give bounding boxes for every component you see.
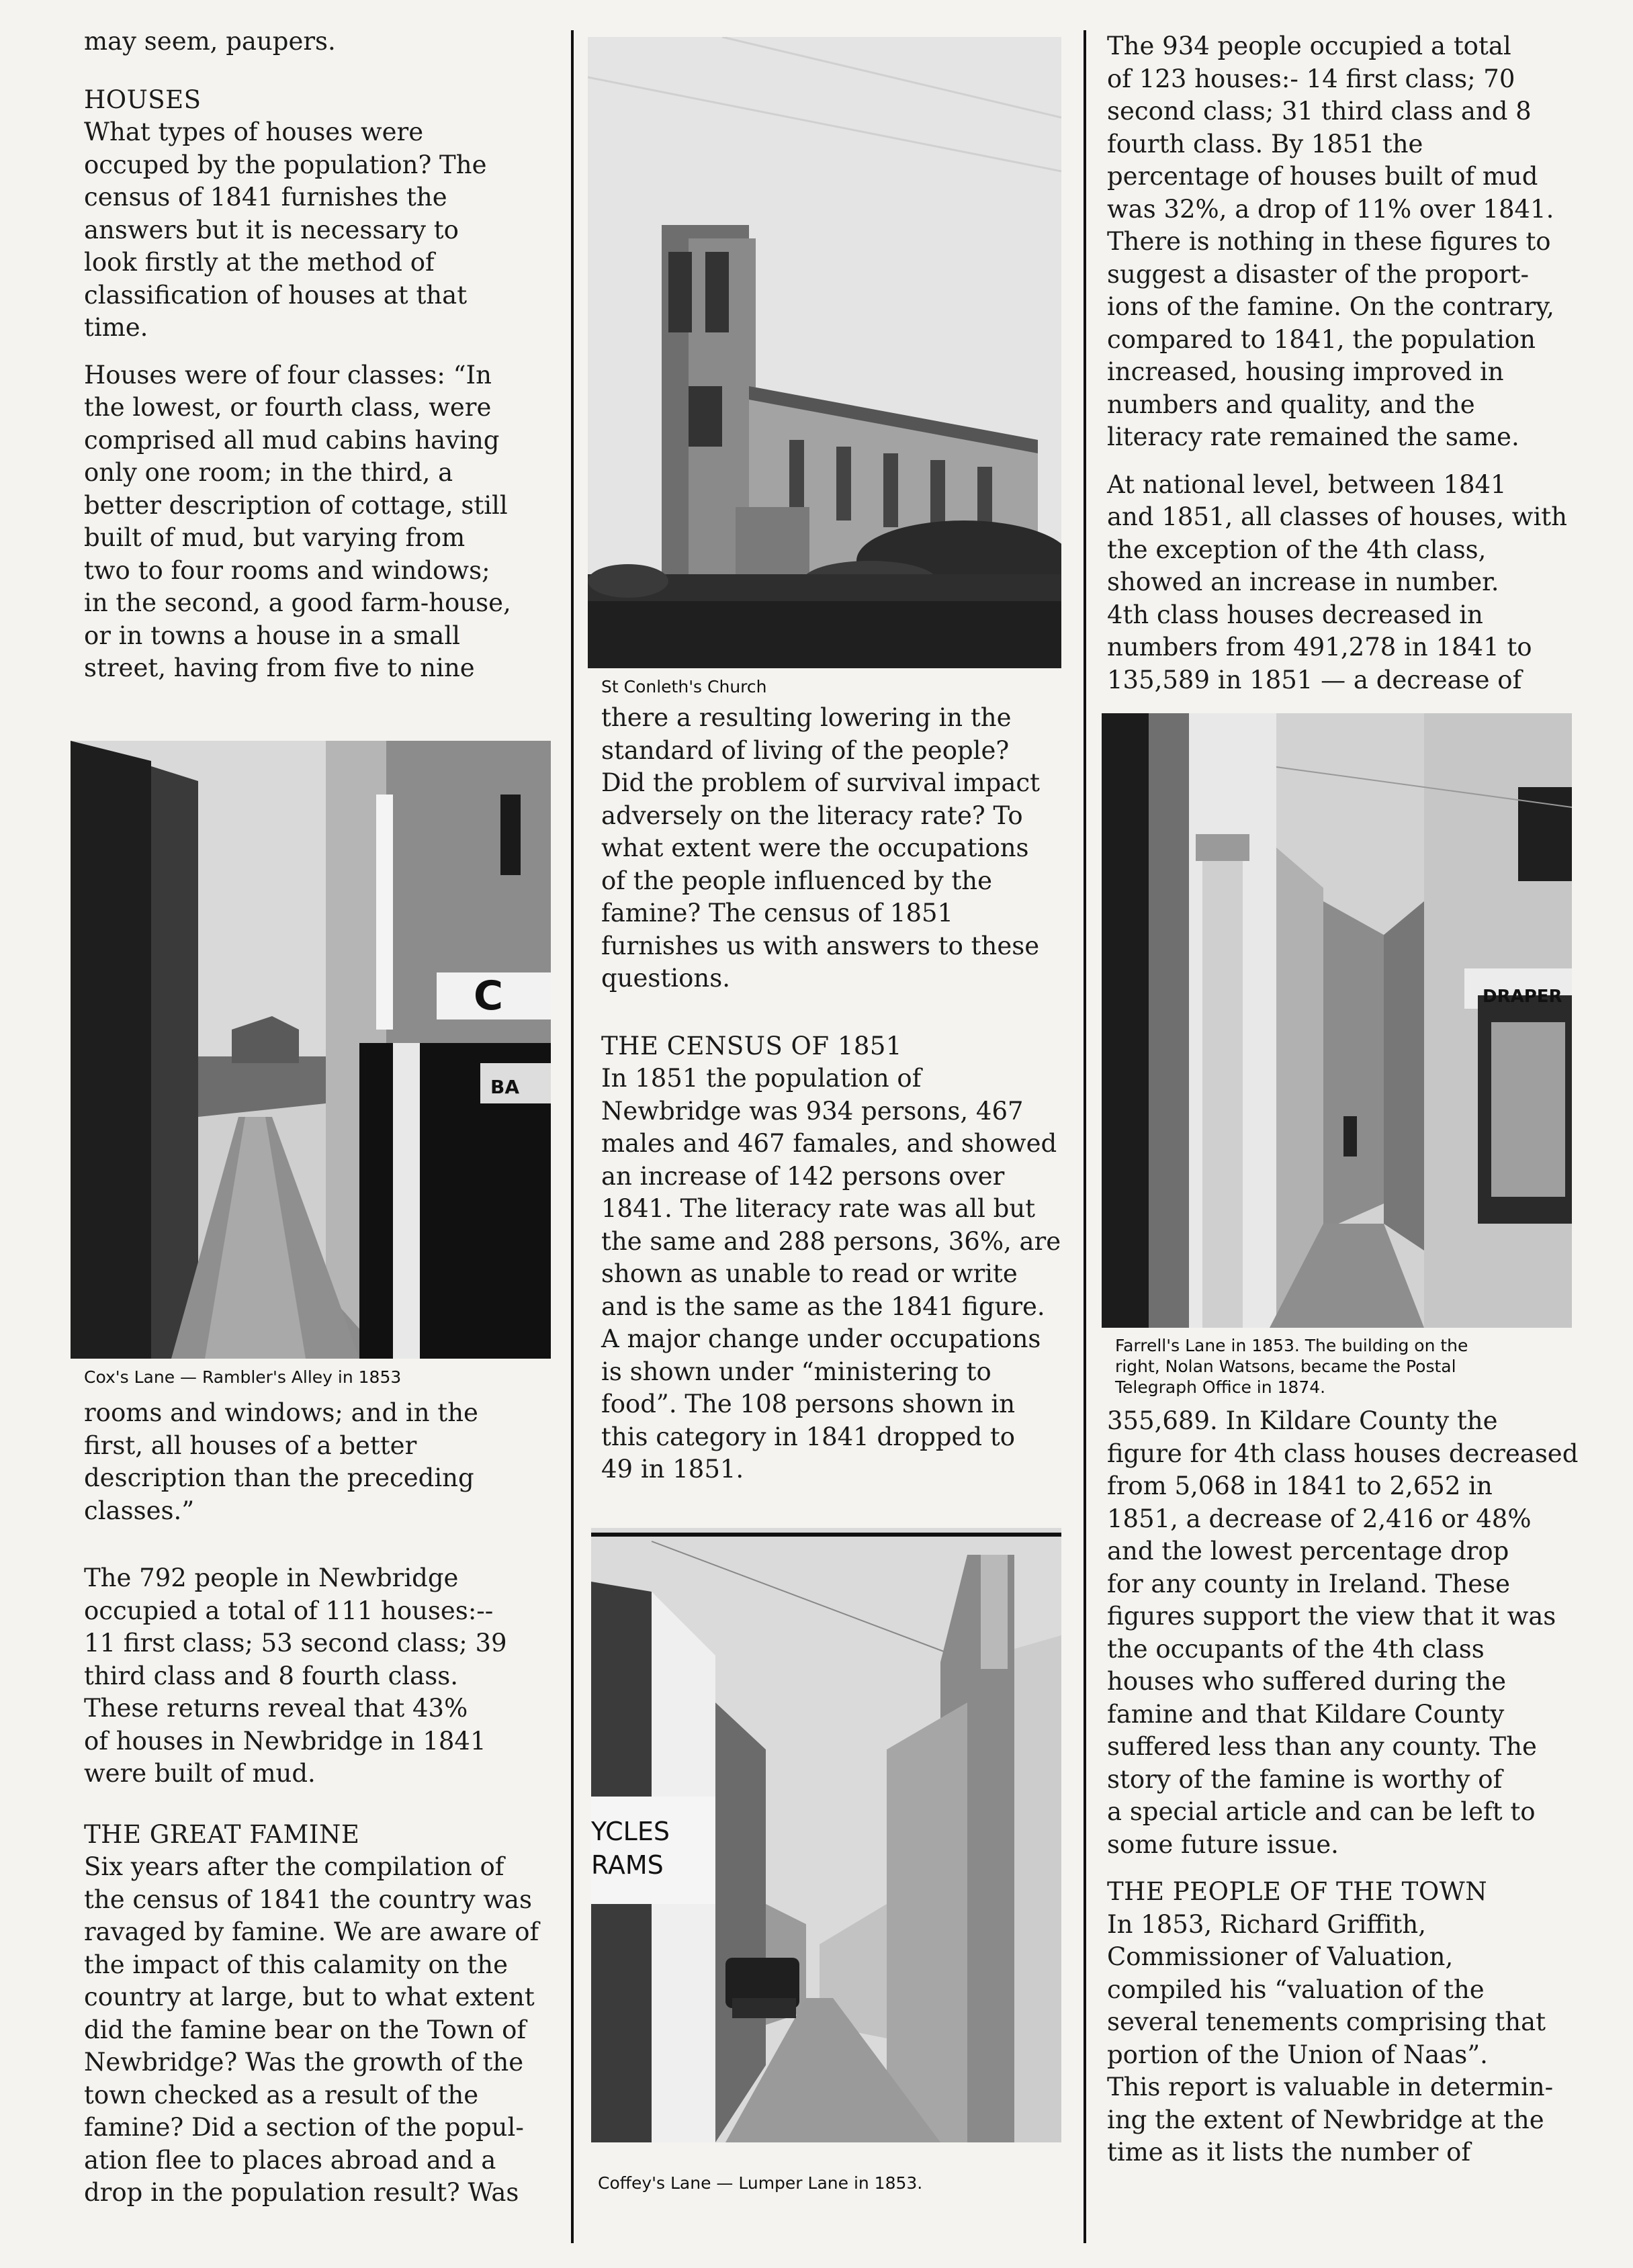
text-line: compared to 1841, the population: [1107, 324, 1536, 354]
photo-coffeys-lane: [591, 1528, 1061, 2142]
text-line: country at large, but to what extent: [84, 1983, 535, 2011]
text-line: several tenements comprising that: [1107, 2007, 1546, 2036]
text-line: and is the same as the 1841 figure.: [601, 1291, 1045, 1321]
text-line: fourth class. By 1851 the: [1107, 129, 1423, 158]
shop-sign-line-1: YCLES: [591, 1817, 670, 1846]
text-line: In 1853, Richard Griffith,: [1107, 1909, 1426, 1939]
text-line: were built of mud.: [84, 1759, 316, 1788]
text-line: famine? The census of 1851: [601, 899, 954, 927]
great-famine-lines: [84, 1851, 554, 2210]
text-line: numbers and quality, and the: [1107, 390, 1475, 419]
census-1851-lines: [601, 1062, 1071, 1486]
text-line: A major change under occupations: [601, 1324, 1041, 1353]
text-line: There is nothing in these figures to: [1107, 227, 1551, 256]
text-line: famine? Did a section of the popul-: [84, 2113, 524, 2142]
text-line: increased, housing improved in: [1107, 357, 1504, 386]
text-line: this category in 1841 dropped to: [601, 1422, 1015, 1451]
text-line: the census of 1841 the country was: [84, 1885, 532, 1914]
text-line: showed an increase in number.: [1107, 568, 1499, 596]
paragraph-792-people: [84, 1562, 554, 1790]
text-line: rooms and windows; and in the: [84, 1398, 478, 1427]
text-line: time as it lists the number of: [1107, 2138, 1471, 2167]
text-line: Newbridge? Was the growth of the: [84, 2048, 524, 2077]
text-line: the same and 288 persons, 36%, are: [601, 1226, 1061, 1256]
text-line: second class; 31 third class and 8: [1107, 97, 1532, 126]
text-line: in the second, a good farm-house,: [84, 588, 511, 617]
text-line: standard of living of the people?: [601, 735, 1010, 765]
kildare-county-lines: [1107, 1405, 1618, 1861]
text-line: of the people influenced by the: [601, 866, 993, 895]
text-line: furnishes us with answers to these: [601, 931, 1040, 960]
text-line: description than the preceding: [84, 1463, 474, 1492]
text-line: These returns reveal that 43%: [84, 1694, 468, 1723]
text-line: suffered less than any county. The: [1107, 1732, 1537, 1761]
after-photo-lines: [84, 1397, 554, 1527]
text-line: numbers from 491,278 in 1841 to: [1107, 633, 1532, 662]
text-line: only one room; in the third, a: [84, 458, 453, 487]
text-line: Newbridge was 934 persons, 467: [601, 1096, 1024, 1126]
text-line: town checked as a result of the: [84, 2080, 479, 2110]
text-line: Telegraph Office in 1874.: [1115, 1377, 1326, 1397]
text-line: Six years after the compilation of: [84, 1852, 504, 1881]
text-line: a special article and can be left to: [1107, 1797, 1536, 1826]
photo-farrells-lane: [1102, 713, 1572, 1328]
famine-continued-lines: [601, 702, 1071, 995]
text-line: for any county in Ireland. These: [1107, 1569, 1511, 1598]
text-line: census of 1841 furnishes the: [84, 183, 447, 212]
photo-st-conleths-church: [588, 37, 1061, 668]
text-line: occuped by the population? The: [84, 150, 487, 179]
text-line: food”. The 108 persons shown in: [601, 1390, 1016, 1418]
houses-paragraph-1: [84, 116, 554, 345]
text-line: ravaged by famine. We are aware of: [84, 1917, 539, 1946]
text-line: what extent were the occupations: [601, 833, 1029, 862]
text-line: houses who suffered during the: [1107, 1667, 1507, 1696]
svg-text:BA: BA: [490, 1076, 520, 1098]
text-line: the lowest, or fourth class, were: [84, 393, 492, 422]
text-line: some future issue.: [1107, 1829, 1339, 1859]
caption-coxs-lane: Cox's Lane — Rambler's Alley in 1853: [84, 1367, 402, 1387]
text-line: first, all houses of a better: [84, 1431, 417, 1460]
text-line: famine and that Kildare County: [1107, 1699, 1505, 1729]
caption-coffeys-lane: Coffey's Lane — Lumper Lane in 1853.: [598, 2173, 923, 2193]
text-line: The 792 people in Newbridge: [84, 1563, 459, 1592]
text-line: Farrell's Lane in 1853. The building on the: [1115, 1336, 1468, 1355]
text-line: right, Nolan Watsons, became the Postal: [1115, 1357, 1456, 1376]
shop-sign-line-2: RAMS: [591, 1850, 664, 1880]
text-line: third class and 8 fourth class.: [84, 1661, 458, 1690]
text-line: ions of the famine. On the contrary,: [1107, 292, 1554, 321]
text-line: the impact of this calamity on the: [84, 1950, 508, 1979]
text-line: questions.: [601, 964, 730, 993]
text-line: Houses were of four classes: “In: [84, 360, 492, 390]
text-line: or in towns a house in a small: [84, 621, 460, 650]
census-1851-heading: THE CENSUS OF 1851: [601, 1031, 902, 1060]
text-line: 1851, a decrease of 2,416 or 48%: [1107, 1504, 1532, 1533]
text-line: classes.”: [84, 1496, 195, 1525]
text-line: did the famine bear on the Town of: [84, 2015, 527, 2044]
column-2-text: [601, 702, 1071, 1486]
column-3-bottom: [1107, 1405, 1618, 2169]
text-line: figure for 4th class houses decreased: [1107, 1439, 1579, 1468]
text-line: 49 in 1851.: [601, 1455, 744, 1484]
lines-top: [84, 26, 554, 58]
text-line: Did the problem of survival impact: [601, 768, 1040, 797]
column-rule-left: [571, 30, 574, 2243]
houses-heading: HOUSES: [84, 85, 202, 114]
column-1-bottom: [84, 1397, 554, 2210]
text-line: The 934 people occupied a total: [1107, 32, 1511, 60]
text-line: shown as unable to read or write: [601, 1259, 1018, 1288]
text-line: ing the extent of Newbridge at the: [1107, 2105, 1544, 2134]
text-line: ation flee to places abroad and a: [84, 2145, 496, 2175]
text-line: and the lowest percentage drop: [1107, 1537, 1509, 1566]
text-line: Commissioner of Valuation,: [1107, 1942, 1454, 1971]
text-line: from 5,068 in 1841 to 2,652 in: [1107, 1471, 1493, 1500]
column-3-top: [1107, 30, 1618, 696]
text-line: and 1851, all classes of houses, with: [1107, 502, 1568, 531]
paragraph-934-people: [1107, 30, 1618, 454]
text-line: In 1851 the population of: [601, 1064, 922, 1093]
text-line: time.: [84, 313, 148, 342]
text-line: figures support the view that it was: [1107, 1602, 1556, 1631]
text-line: literacy rate remained the same.: [1107, 422, 1519, 451]
text-line: males and 467 famales, and showed: [601, 1129, 1057, 1158]
text-line: street, having from five to nine: [84, 653, 475, 682]
text-line: story of the famine is worthy of: [1107, 1764, 1503, 1794]
text-line: answers but it is necessary to: [84, 215, 459, 244]
text-line: was 32%, a drop of 11% over 1841.: [1107, 194, 1554, 224]
text-line: classification of houses at that: [84, 280, 468, 310]
text-line: occupied a total of 111 houses:--: [84, 1596, 494, 1625]
text-line: This report is valuable in determin-: [1107, 2073, 1554, 2101]
great-famine-heading: THE GREAT FAMINE: [84, 1819, 360, 1849]
caption-st-conleths-church: St Conleth's Church: [601, 677, 767, 696]
text-line: look firstly at the method of: [84, 248, 435, 277]
caption-farrells-lane: [1115, 1335, 1468, 1398]
people-of-the-town-heading: THE PEOPLE OF THE TOWN: [1107, 1877, 1488, 1906]
text-line: two to four rooms and windows;: [84, 555, 490, 585]
text-line: an increase of 142 persons over: [601, 1161, 1005, 1191]
text-line: 135,589 in 1851 — a decrease of: [1107, 665, 1522, 694]
people-of-the-town-lines: [1107, 1909, 1618, 2169]
photo-coxs-lane: [71, 741, 551, 1359]
text-line: 355,689. In Kildare County the: [1107, 1406, 1498, 1435]
text-line: 11 first class; 53 second class; 39: [84, 1629, 507, 1658]
draper-sign: DRAPER: [1483, 987, 1562, 1007]
text-line: compiled his “valuation of the: [1107, 1975, 1485, 2004]
text-line: 1841. The literacy rate was all but: [601, 1194, 1036, 1223]
text-line: built of mud, but varying from: [84, 523, 466, 552]
column-rule-right: [1084, 30, 1086, 2243]
text-line: of 123 houses:- 14 first class; 70: [1107, 64, 1515, 93]
text-line: What types of houses were: [84, 118, 424, 146]
text-line: there a resulting lowering in the: [601, 703, 1012, 732]
text-line: the occupants of the 4th class: [1107, 1634, 1485, 1664]
text-line: adversely on the literacy rate? To: [601, 801, 1023, 830]
column-1-top: [84, 26, 554, 685]
text-line: better description of cottage, still: [84, 490, 508, 520]
text-line: is shown under “ministering to: [601, 1357, 991, 1386]
text-line: the exception of the 4th class,: [1107, 535, 1487, 564]
svg-text:C: C: [474, 972, 504, 1019]
text-line: of houses in Newbridge in 1841: [84, 1726, 486, 1756]
text-line: may seem, paupers.: [84, 27, 336, 56]
text-line: portion of the Union of Naas”.: [1107, 2040, 1488, 2069]
houses-paragraph-2: [84, 359, 554, 685]
text-line: drop in the population result? Was: [84, 2178, 519, 2207]
text-line: 4th class houses decreased in: [1107, 600, 1483, 629]
text-line: suggest a disaster of the proport-: [1107, 259, 1530, 289]
national-level-lines: [1107, 469, 1618, 697]
text-line: At national level, between 1841: [1107, 469, 1507, 499]
text-line: comprised all mud cabins having: [84, 425, 500, 455]
text-line: percentage of houses built of mud: [1107, 162, 1538, 191]
